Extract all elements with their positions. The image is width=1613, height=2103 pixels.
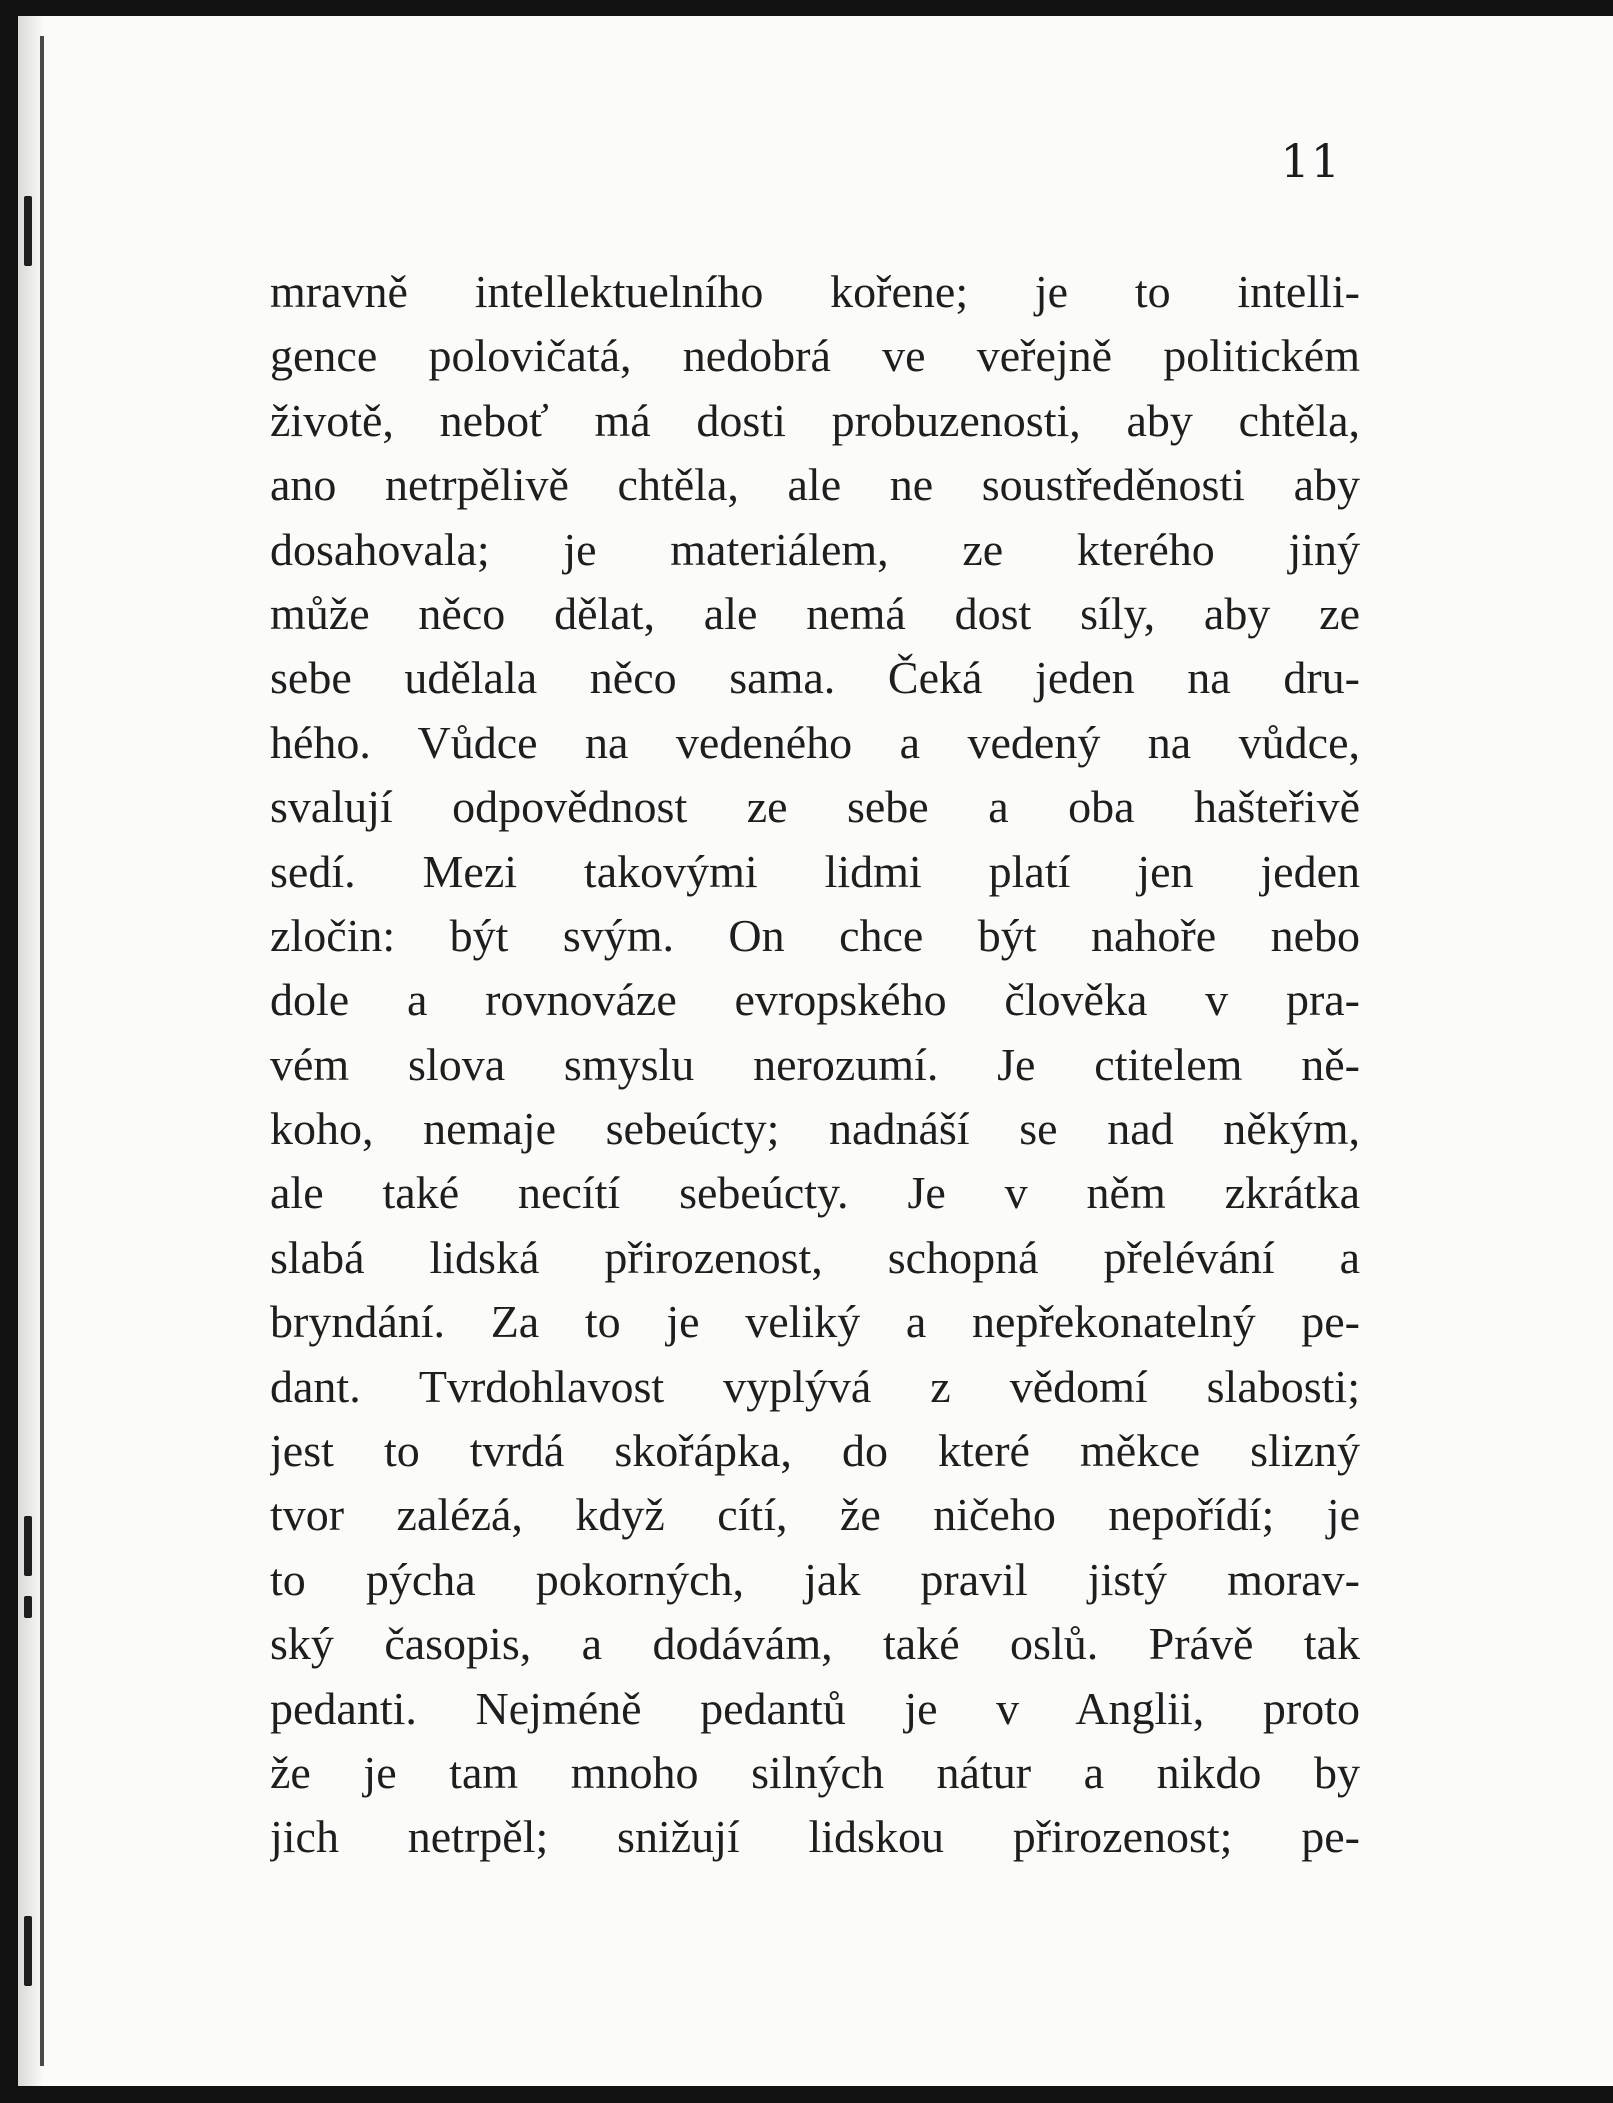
text-line: gence polovičatá, nedobrá ve veřejně politickém xyxy=(270,330,1360,382)
text-line: pedanti. Nejméně pedantů je v Anglii, proto xyxy=(270,1682,1360,1734)
text-line: že je tam mnoho silných nátur a nikdo by xyxy=(270,1746,1360,1798)
text-line: tvor zalézá, když cítí, že ničeho nepořídí; je xyxy=(270,1489,1360,1541)
text-line: ský časopis, a dodávám, také oslů. Právě tak xyxy=(270,1618,1360,1670)
text-line: sedí. Mezi takovými lidmi platí jen jeden xyxy=(270,845,1360,897)
binding-mark xyxy=(24,1516,32,1576)
text-line: jest to tvrdá skořápka, do které měkce slizný xyxy=(270,1425,1360,1477)
text-line: svalují odpovědnost ze sebe a oba hašteřivě xyxy=(270,781,1360,833)
text-line: to pýcha pokorných, jak pravil jistý morav- xyxy=(270,1553,1360,1605)
text-line: mravně intellektuelního kořene; je to intelli- xyxy=(270,266,1360,317)
text-line: sebe udělala něco sama. Čeká jeden na dru- xyxy=(270,652,1360,704)
page-sheet xyxy=(18,16,1613,2086)
text-line: může něco dělat, ale nemá dost síly, aby ze xyxy=(270,587,1360,639)
binding-edge xyxy=(40,36,44,2066)
page-number: 11 xyxy=(1280,134,1341,188)
text-line: jich netrpěl; snižují lidskou přirozenost; pe- xyxy=(270,1811,1360,1863)
text-line: dole a rovnováze evropského člověka v pra- xyxy=(270,974,1360,1026)
text-line: slabá lidská přirozenost, schopná přelévání a xyxy=(270,1231,1360,1283)
binding-mark xyxy=(24,1596,32,1618)
text-line: ale také necítí sebeúcty. Je v něm zkrátka xyxy=(270,1167,1360,1219)
binding-mark xyxy=(24,1916,32,1986)
text-line: bryndání. Za to je veliký a nepřekonatelný pe- xyxy=(270,1296,1360,1348)
binding-mark xyxy=(24,196,32,266)
text-line: hého. Vůdce na vedeného a vedený na vůdce, xyxy=(270,716,1360,768)
text-line: ano netrpělivě chtěla, ale ne soustředěnosti aby xyxy=(270,459,1360,511)
body-text xyxy=(270,260,1360,1870)
text-line: zločin: být svým. On chce být nahoře nebo xyxy=(270,909,1360,961)
text-line: životě, neboť má dosti probuzenosti, aby chtěla, xyxy=(270,394,1360,446)
text-line: dant. Tvrdohlavost vyplývá z vědomí slabosti; xyxy=(270,1360,1360,1412)
text-line: koho, nemaje sebeúcty; nadnáší se nad někým, xyxy=(270,1103,1360,1155)
text-line: vém slova smyslu nerozumí. Je ctitelem ně- xyxy=(270,1038,1360,1090)
text-line: dosahovala; je materiálem, ze kterého jiný xyxy=(270,523,1360,575)
